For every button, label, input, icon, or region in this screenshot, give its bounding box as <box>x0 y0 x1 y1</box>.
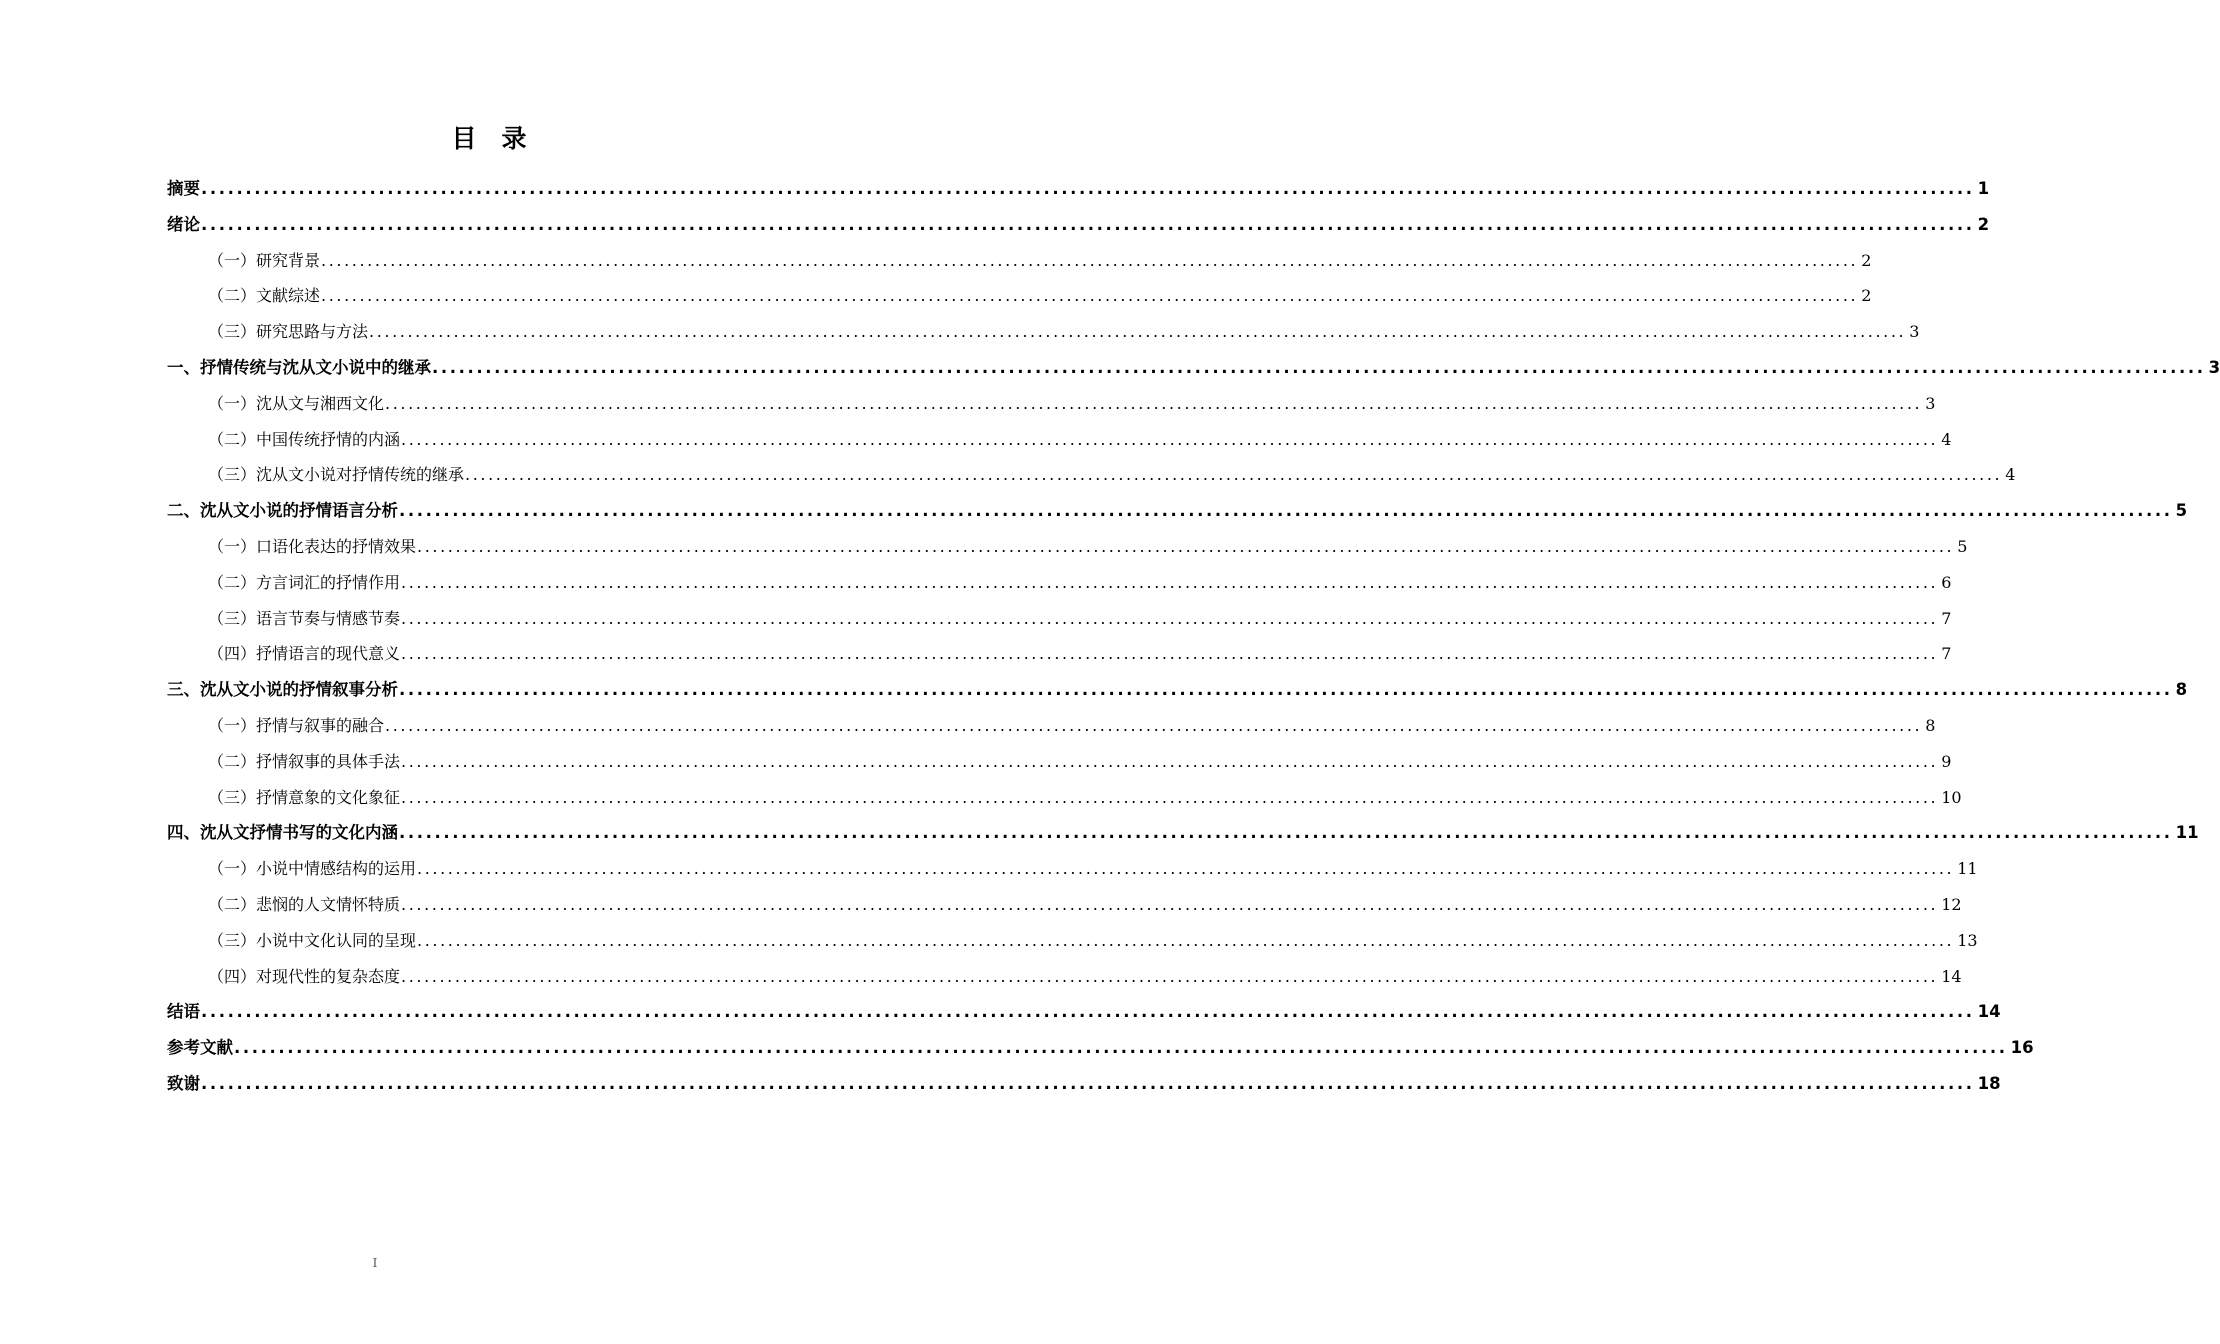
toc-section-entry[interactable] <box>208 604 1952 634</box>
toc-section-entry[interactable] <box>208 317 1920 347</box>
toc-dot-leader: ........................................................................................................................................................................................................ <box>401 429 1939 449</box>
toc-entry-page-number: 3 <box>2208 358 2220 377</box>
toc-entry-label: （一）研究背景 <box>208 250 321 270</box>
toc-entry-page-number: 9 <box>1941 751 1952 771</box>
toc-dot-leader: ........................................................................................................................................................................................................ <box>401 787 1939 807</box>
toc-entry-page-number: 11 <box>2175 823 2199 843</box>
toc-entry-label: （三）沈从文小说对抒情传统的继承 <box>208 465 465 485</box>
toc-entry-label: 四、沈从文抒情书写的文化内涵 <box>167 823 398 843</box>
toc-entry-page-number: 2 <box>1861 250 1872 270</box>
toc-dot-leader: ........................................................................................................................................................................................................ <box>401 572 1939 592</box>
toc-entry-label: 参考文献 <box>167 1038 233 1058</box>
toc-dot-leader: ........................................................................................................................................................................................................ <box>385 393 1923 413</box>
toc-section-entry[interactable] <box>208 460 2016 490</box>
toc-dot-leader: ........................................................................................................................................................................................................ <box>401 895 1939 914</box>
toc-dot-leader: ........................................................................................................................................................................................................ <box>417 859 1955 879</box>
toc-entry-page-number: 12 <box>1941 895 1962 914</box>
toc-section-entry[interactable] <box>208 568 1952 598</box>
toc-entry-label: （四）对现代性的复杂态度 <box>208 966 401 986</box>
toc-chapter-entry[interactable] <box>167 1069 2001 1099</box>
toc-entry-page-number: 5 <box>1957 537 1968 556</box>
toc-entry-label: （四）抒情语言的现代意义 <box>208 644 401 664</box>
toc-dot-leader: ........................................................................................................................................................................................................ <box>201 214 1975 234</box>
toc-dot-leader: ........................................................................................................................................................................................................ <box>201 1002 1975 1022</box>
toc-dot-leader: ........................................................................................................................................................................................................ <box>321 250 1859 270</box>
toc-chapter-entry[interactable] <box>167 997 2001 1027</box>
toc-chapter-entry[interactable] <box>167 675 2188 705</box>
toc-dot-leader: ........................................................................................................................................................................................................ <box>385 716 1923 735</box>
toc-dot-leader: ........................................................................................................................................................................................................ <box>401 751 1939 771</box>
toc-entry-label: （二）方言词汇的抒情作用 <box>208 572 401 592</box>
page-title: 目 录 <box>451 124 527 153</box>
toc-dot-leader: ........................................................................................................................................................................................................ <box>417 537 1955 556</box>
toc-chapter-entry[interactable] <box>167 210 1990 240</box>
toc-section-entry[interactable] <box>208 783 1962 813</box>
toc-section-entry[interactable] <box>208 425 1952 455</box>
toc-section-entry[interactable] <box>208 639 1952 669</box>
toc-chapter-entry[interactable] <box>167 496 2188 526</box>
toc-entry-label: 摘要 <box>167 179 200 198</box>
toc-section-entry[interactable] <box>208 890 1962 920</box>
toc-entry-label: 结语 <box>167 1002 200 1022</box>
toc-dot-leader: ........................................................................................................................................................................................................ <box>369 322 1907 342</box>
toc-dot-leader: ........................................................................................................................................................................................................ <box>399 501 2173 521</box>
toc-dot-leader: ........................................................................................................................................................................................................ <box>401 966 1939 986</box>
toc-entry-label: 二、沈从文小说的抒情语言分析 <box>167 501 398 521</box>
toc-chapter-entry[interactable] <box>167 1033 2034 1063</box>
toc-entry-page-number: 16 <box>2010 1038 2034 1058</box>
toc-entry-label: （三）小说中文化认同的呈现 <box>208 930 417 950</box>
toc-entry-page-number: 7 <box>1941 608 1952 628</box>
toc-entry-label: （一）沈从文与湘西文化 <box>208 393 385 413</box>
toc-entry-label: 三、沈从文小说的抒情叙事分析 <box>167 680 398 700</box>
toc-entry-page-number: 5 <box>2175 501 2188 521</box>
toc-entry-page-number: 13 <box>1957 930 1978 950</box>
toc-dot-leader: ........................................................................................................................................................................................................ <box>201 179 1975 198</box>
toc-entry-page-number: 2 <box>1861 286 1872 306</box>
toc-entry-label: （三）研究思路与方法 <box>208 322 369 342</box>
toc-entry-label: （一）抒情与叙事的融合 <box>208 716 385 735</box>
toc-entry-label: （二）文献综述 <box>208 286 321 306</box>
toc-dot-leader: ........................................................................................................................................................................................................ <box>465 465 2003 485</box>
toc-dot-leader: ........................................................................................................................................................................................................ <box>399 680 2173 700</box>
toc-dot-leader: ........................................................................................................................................................................................................ <box>432 358 2206 377</box>
toc-dot-leader: ........................................................................................................................................................................................................ <box>401 644 1939 664</box>
toc-entry-label: 一、抒情传统与沈从文小说中的继承 <box>167 358 431 377</box>
toc-dot-leader: ........................................................................................................................................................................................................ <box>417 930 1955 950</box>
toc-section-entry[interactable] <box>208 962 1962 992</box>
toc-entry-label: （三）语言节奏与情感节奏 <box>208 608 401 628</box>
toc-entry-label: （一）小说中情感结构的运用 <box>208 859 417 879</box>
toc-section-entry[interactable] <box>208 926 1978 956</box>
page-number-footer: I <box>372 1256 378 1270</box>
toc-section-entry[interactable] <box>208 389 1936 419</box>
toc-entry-page-number: 14 <box>1941 966 1962 986</box>
toc-entry-page-number: 8 <box>2175 680 2188 700</box>
toc-entry-label: 绪论 <box>167 214 200 234</box>
toc-entry-label: （三）抒情意象的文化象征 <box>208 787 401 807</box>
toc-entry-page-number: 1 <box>1977 179 1990 198</box>
toc-entry-label: （一）口语化表达的抒情效果 <box>208 537 417 556</box>
toc-entry-page-number: 10 <box>1941 787 1962 807</box>
toc-dot-leader: ........................................................................................................................................................................................................ <box>234 1038 2008 1058</box>
toc-section-entry[interactable] <box>208 281 1872 311</box>
toc-entry-page-number: 4 <box>2005 465 2016 485</box>
toc-entry-page-number: 8 <box>1925 716 1936 735</box>
toc-entry-label: （二）悲悯的人文情怀特质 <box>208 895 401 914</box>
toc-section-entry[interactable] <box>208 747 1952 777</box>
toc-dot-leader: ........................................................................................................................................................................................................ <box>201 1074 1975 1093</box>
toc-entry-page-number: 18 <box>1977 1074 2001 1093</box>
toc-dot-leader: ........................................................................................................................................................................................................ <box>321 286 1859 306</box>
toc-entry-page-number: 11 <box>1957 859 1978 879</box>
toc-entry-page-number: 2 <box>1977 214 1990 234</box>
toc-chapter-entry[interactable] <box>167 353 2220 383</box>
toc-chapter-entry[interactable] <box>167 174 1990 204</box>
toc-entry-page-number: 3 <box>1925 393 1936 413</box>
toc-entry-page-number: 14 <box>1977 1002 2001 1022</box>
toc-entry-page-number: 3 <box>1909 322 1920 342</box>
toc-section-entry[interactable] <box>208 246 1872 276</box>
toc-entry-page-number: 4 <box>1941 429 1952 449</box>
toc-chapter-entry[interactable] <box>167 818 2199 848</box>
toc-entry-label: （二）中国传统抒情的内涵 <box>208 429 401 449</box>
toc-entry-page-number: 7 <box>1941 644 1952 664</box>
toc-section-entry[interactable] <box>208 532 1968 562</box>
toc-entry-page-number: 6 <box>1941 572 1952 592</box>
toc-entry-label: （二）抒情叙事的具体手法 <box>208 751 401 771</box>
toc-section-entry[interactable] <box>208 711 1936 741</box>
toc-entry-label: 致谢 <box>167 1074 200 1093</box>
toc-section-entry[interactable] <box>208 854 1978 884</box>
toc-dot-leader: ........................................................................................................................................................................................................ <box>401 608 1939 628</box>
toc-dot-leader: ........................................................................................................................................................................................................ <box>399 823 2173 843</box>
